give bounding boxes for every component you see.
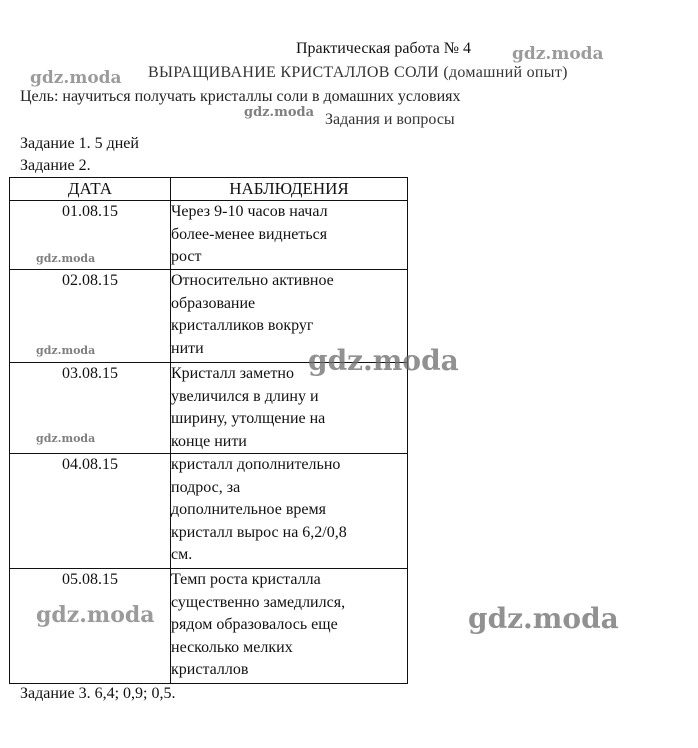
watermark: gdz.moda — [468, 602, 619, 635]
date-cell: 01.08.15 — [10, 201, 171, 270]
watermark: gdz.moda — [36, 432, 96, 445]
watermark: gdz.moda — [512, 44, 604, 64]
task-1-answer: Задание 1. 5 дней — [20, 135, 139, 152]
date-cell: 05.08.15 — [10, 569, 171, 684]
table-row — [10, 454, 408, 569]
task-2-label: Задание 2. — [20, 157, 91, 174]
date-cell: 03.08.15 — [10, 363, 171, 454]
observation-cell: Через 9-10 часов начал более-менее виднеться рост — [171, 201, 408, 270]
date-column-header: ДАТА — [10, 178, 171, 201]
watermark: gdz.moda — [36, 344, 96, 357]
date-cell: 02.08.15 — [10, 270, 171, 363]
task-3-answer: Задание 3. 6,4; 0,9; 0,5. — [20, 685, 176, 702]
section-heading: Задания и вопросы — [325, 111, 455, 128]
work-subtitle: ВЫРАЩИВАНИЕ КРИСТАЛЛОВ СОЛИ (домашний опыт) — [148, 64, 568, 81]
observation-cell: Кристалл заметно увеличился в длину и ширину, утолщение на конце нити — [171, 363, 408, 454]
table-header-row — [10, 178, 408, 201]
watermark: gdz.moda — [244, 105, 315, 120]
date-cell: 04.08.15 — [10, 454, 171, 569]
watermark: gdz.moda — [308, 344, 459, 377]
page-title: Практическая работа № 4 — [296, 40, 471, 57]
goal-text: Цель: научиться получать кристаллы соли в домашних условиях — [20, 88, 461, 105]
observation-cell: кристалл дополнительно подрос, за дополнительное время кристалл вырос на 6,2/0,8 см. — [171, 454, 408, 569]
watermark: gdz.moda — [36, 602, 155, 628]
observation-cell: Темп роста кристалла существенно замедлился, рядом образовалось еще несколько мелких кристаллов — [171, 569, 408, 684]
observation-cell: Относительно активное образование кристалликов вокруг нити — [171, 270, 408, 363]
watermark: gdz.moda — [36, 252, 96, 265]
watermark: gdz.moda — [30, 68, 122, 88]
observations-column-header: НАБЛЮДЕНИЯ — [171, 178, 408, 201]
